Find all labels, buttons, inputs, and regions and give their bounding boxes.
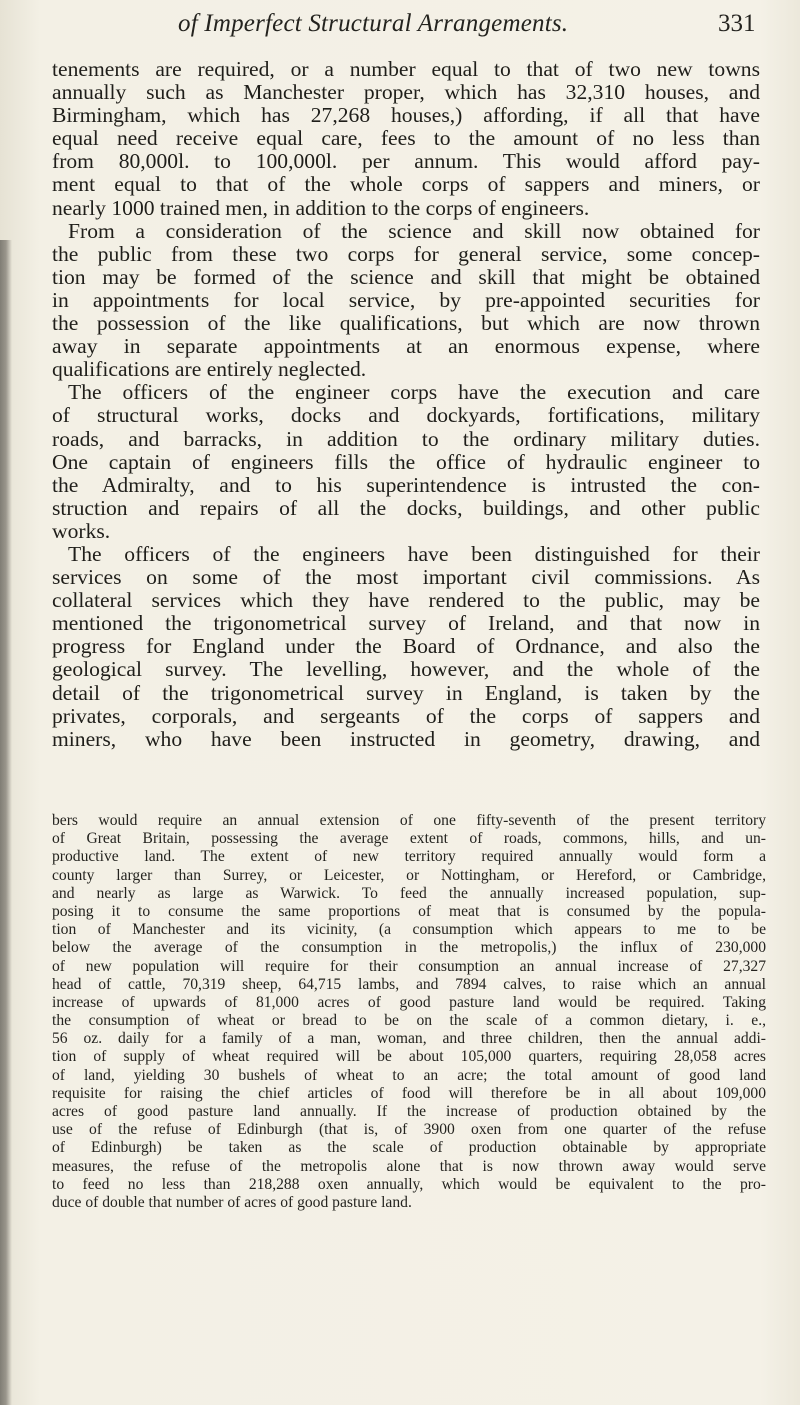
footnote-line: duce of double that number of acres of good pasture land.	[52, 1193, 412, 1211]
text-line: detail of the trigonometrical survey in England, is taken by the	[52, 680, 760, 705]
text-line: away in separate appointments at an enormous expense, where	[52, 334, 760, 359]
text-line: ment equal to that of the whole corps of sappers and miners, or	[52, 172, 760, 197]
text-line: struction and repairs of all the docks, buildings, and other public	[52, 495, 760, 520]
text-line: the Admiralty, and to his superintendence is intrusted the con-	[52, 472, 760, 497]
main-text	[52, 58, 760, 751]
text-line: equal need receive equal care, fees to the amount of no less than	[52, 126, 760, 151]
text-line: services on some of the most important civil commissions. As	[52, 565, 760, 590]
text-line: The officers of the engineers have been distinguished for their	[68, 541, 760, 566]
text-line: the public from these two corps for general service, some concep-	[52, 241, 760, 266]
page-header	[0, 10, 800, 60]
footnote-line: measures, the refuse of the metropolis alone that is now thrown away would serve	[52, 1157, 766, 1175]
footnote-line: bers would require an annual extension of one fifty-seventh of the present territory	[52, 812, 766, 829]
footnote	[52, 812, 766, 1212]
footnote-line: productive land. The extent of new territory required annually would form a	[52, 848, 766, 866]
footnote-line: of Great Britain, possessing the average extent of roads, commons, hills, and un-	[52, 830, 766, 848]
text-line: mentioned the trigonometrical survey of Ireland, and that now in	[52, 611, 760, 636]
text-line: tion may be formed of the science and skill that might be obtained	[52, 264, 760, 289]
footnote-line: the consumption of wheat or bread to be on the scale of a common dietary, i. e.,	[52, 1012, 766, 1030]
text-line: tenements are required, or a number equal to that of two new towns	[52, 57, 760, 81]
footnote-line: use of the refuse of Edinburgh (that is, of 3900 oxen from one quarter of the refuse	[52, 1121, 766, 1139]
text-line: the possession of the like qualifications, but which are now thrown	[52, 311, 760, 336]
text-line: Birmingham, which has 27,268 houses,) affording, if all that have	[52, 103, 760, 128]
text-line: privates, corporals, and sergeants of the corps of sappers and	[52, 703, 760, 728]
text-line: From a consideration of the science and skill now obtained for	[68, 218, 760, 243]
text-line: qualifications are entirely neglected.	[52, 357, 367, 382]
footnote-line: 56 oz. daily for a family of a man, woman, and three children, then the annual addi-	[52, 1030, 766, 1048]
text-line: The officers of the engineer corps have the execution and care	[68, 380, 760, 405]
page-number: 331	[718, 10, 756, 37]
text-line: geological survey. The levelling, however, and the whole of the	[52, 657, 760, 682]
text-line: annually such as Manchester proper, which has 32,310 houses, and	[52, 80, 760, 105]
text-line: collateral services which they have rendered to the public, may be	[52, 588, 760, 613]
text-line: roads, and barracks, in addition to the ordinary military duties.	[52, 426, 760, 451]
footnote-line: of Edinburgh) be taken as the scale of production obtainable by appropriate	[52, 1139, 766, 1157]
text-line: One captain of engineers fills the office of hydraulic engineer to	[52, 449, 760, 474]
footnote-line: posing it to consume the same proportions of meat that is consumed by the popula-	[52, 902, 766, 920]
footnote-line: increase of upwards of 81,000 acres of good pasture land would be required. Taking	[52, 993, 766, 1011]
text-line: miners, who have been instructed in geometry, drawing, and	[52, 726, 760, 751]
text-line: from 80,000l. to 100,000l. per annum. This would afford pay-	[52, 149, 760, 174]
text-line: progress for England under the Board of Ordnance, and also the	[52, 634, 760, 659]
footnote-line: requisite for raising the chief articles of food will therefore be in all about 109,000	[52, 1084, 766, 1102]
footnote-line: below the average of the consumption in the metropolis,) the influx of 230,000	[52, 939, 766, 957]
text-line: works.	[52, 518, 111, 543]
footnote-line: acres of good pasture land annually. If the increase of production obtained by the	[52, 1103, 766, 1120]
footnote-line: of new population will require for their consumption an annual increase of 27,327	[52, 957, 766, 975]
footnote-line: head of cattle, 70,319 sheep, 64,715 lambs, and 7894 calves, to raise which an annual	[52, 975, 766, 993]
footnote-line: to feed no less than 218,288 oxen annually, which would be equivalent to the pro-	[52, 1175, 766, 1193]
footnote-line: and nearly as large as Warwick. To feed the annually increased population, sup-	[52, 884, 766, 902]
text-line: of structural works, docks and dockyards, fortifications, military	[52, 403, 760, 428]
footnote-line: tion of supply of wheat required will be about 105,000 quarters, requiring 28,058 acres	[52, 1048, 766, 1066]
text-line: nearly 1000 trained men, in addition to the corps of engineers.	[52, 195, 590, 220]
footnote-line: tion of Manchester and its vicinity, (a consumption which appears to me to be	[52, 921, 766, 939]
page-binding-shadow	[0, 240, 12, 1405]
footnote-line: county larger than Surrey, or Leicester, or Nottingham, or Hereford, or Cambridge,	[52, 866, 766, 884]
running-title: of Imperfect Structural Arrangements.	[178, 10, 569, 37]
text-line: in appointments for local service, by pre-appointed securities for	[52, 287, 760, 312]
footnote-line: of land, yielding 30 bushels of wheat to an acre; the total amount of good land	[52, 1066, 766, 1084]
